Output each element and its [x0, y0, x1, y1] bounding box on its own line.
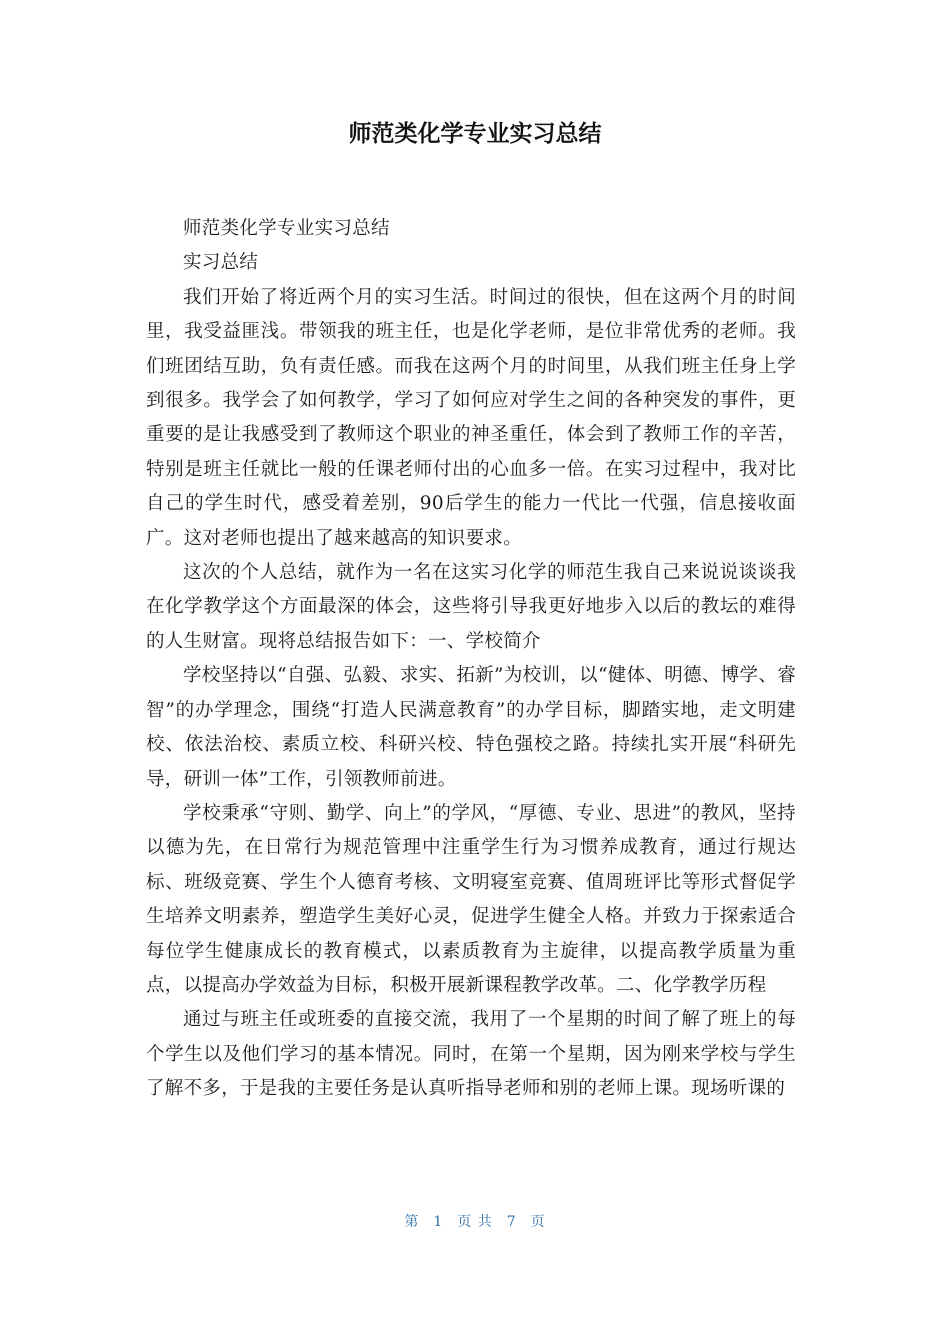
- paragraph: 这次的个人总结，就作为一名在这实习化学的师范生我自己来说说谈谈我在化学教学这个方面最深的体会，这些将引导我更好地步入以后的教坛的难得的人生财富。现将总结报告如下：一、学校简介: [146, 562, 796, 652]
- footer-end-label: 页: [530, 1214, 546, 1230]
- paragraph: 学校秉承“守则、勤学、向上”的学风，“厚德、专业、思进”的教风，坚持以德为先，在日常行为规范管理中注重学生行为习惯养成教育，通过行规达标、班级竞赛、学生个人德育考核、文明寝室竞赛、值周班评比等形式督促学生培养文明素养，塑造学生美好心灵，促进学生健全人格。并致力于探索适合每位学生健康成长的教育模式，以素质教育为主旋律，以提高教学质量为重点，以提高办学效益为目标，积极开展新课程教学改革。二、化学教学历程: [146, 802, 796, 996]
- document-title: 师范类化学专业实习总结: [348, 121, 602, 147]
- paragraph: 通过与班主任或班委的直接交流，我用了一个星期的时间了解了班上的每个学生以及他们学习的基本情况。同时，在第一个星期，因为刚来学校与学生了解不多，于是我的主要任务是认真听指导老师和别的老师上课。现场听课的: [146, 1009, 796, 1100]
- paragraph: 我们开始了将近两个月的实习生活。时间过的很快，但在这两个月的时间里，我受益匪浅。带领我的班主任，也是化学老师，是位非常优秀的老师。我们班团结互助，负有责任感。而我在这两个月的时间里，从我们班主任身上学到很多。我学会了如何教学，学习了如何应对学生之间的各种突发的事件，更重要的是让我感受到了教师这个职业的神圣重任，体会到了教师工作的辛苦，特别是班主任就比一般的任课老师付出的心血多一倍。在实习过程中，我对比自己的学生时代，感受着差别，90后学生的能力一代比一代强，信息接收面广。这对老师也提出了越来越高的知识要求。: [146, 286, 796, 549]
- footer-total-pages: 7: [506, 1214, 517, 1230]
- paragraph: 学校坚持以“自强、弘毅、求实、拓新”为校训，以“健体、明德、博学、睿智”的办学理念，围绕“打造人民满意教育”的办学目标，脚踏实地，走文明建校、依法治校、素质立校、科研兴校、特色强校之路。持续扎实开展“科研先导，研训一体”工作，引领教师前进。: [146, 665, 796, 790]
- footer-of-label: 页 共: [457, 1214, 493, 1230]
- page-footer: [0, 1212, 950, 1232]
- paragraph-heading: 实习总结: [183, 252, 259, 274]
- footer-page-label: 第: [404, 1214, 420, 1230]
- footer-current-page: 1: [433, 1214, 444, 1230]
- document-body: [146, 212, 796, 1107]
- paragraph-subtitle: 师范类化学专业实习总结: [183, 218, 390, 239]
